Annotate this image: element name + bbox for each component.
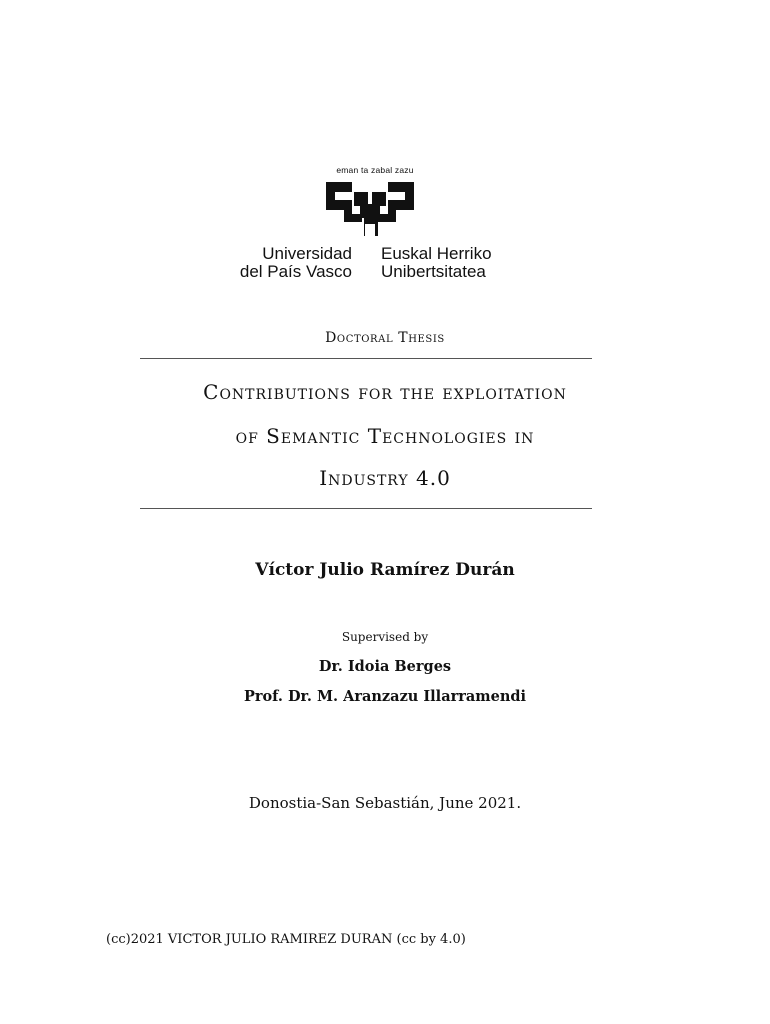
title-line-1: Contributions for the exploitation [203, 380, 567, 404]
university-name-es-line1: Universidad [262, 244, 352, 263]
supervised-by-label: Supervised by [341, 630, 429, 644]
supervisor-2: Prof. Dr. M. Aranzazu Illarramendi [243, 688, 527, 705]
university-logo-mark [324, 178, 416, 242]
title-line-2: of Semantic Technologies in [235, 424, 535, 448]
supervisor-1: Dr. Idoia Berges [318, 658, 452, 675]
document-type: Doctoral Thesis [325, 330, 445, 346]
university-motto: eman ta zabal zazu [336, 165, 414, 175]
license-notice: (cc)2021 VICTOR JULIO RAMIREZ DURAN (cc by 4.0) [106, 932, 466, 947]
bottom-rule [140, 508, 592, 509]
title-line-3: Industry 4.0 [319, 466, 451, 490]
place-date: Donostia-San Sebastián, June 2021. [248, 794, 522, 812]
university-name-eu-line1: Euskal Herriko [381, 244, 492, 263]
top-rule [140, 358, 592, 359]
author-name: Víctor Julio Ramírez Durán [255, 560, 515, 580]
university-name-eu [381, 245, 521, 281]
university-name-eu-line2: Unibertsitatea [381, 262, 486, 281]
university-name-es-line2: del País Vasco [239, 262, 352, 281]
university-name-es [228, 245, 352, 281]
